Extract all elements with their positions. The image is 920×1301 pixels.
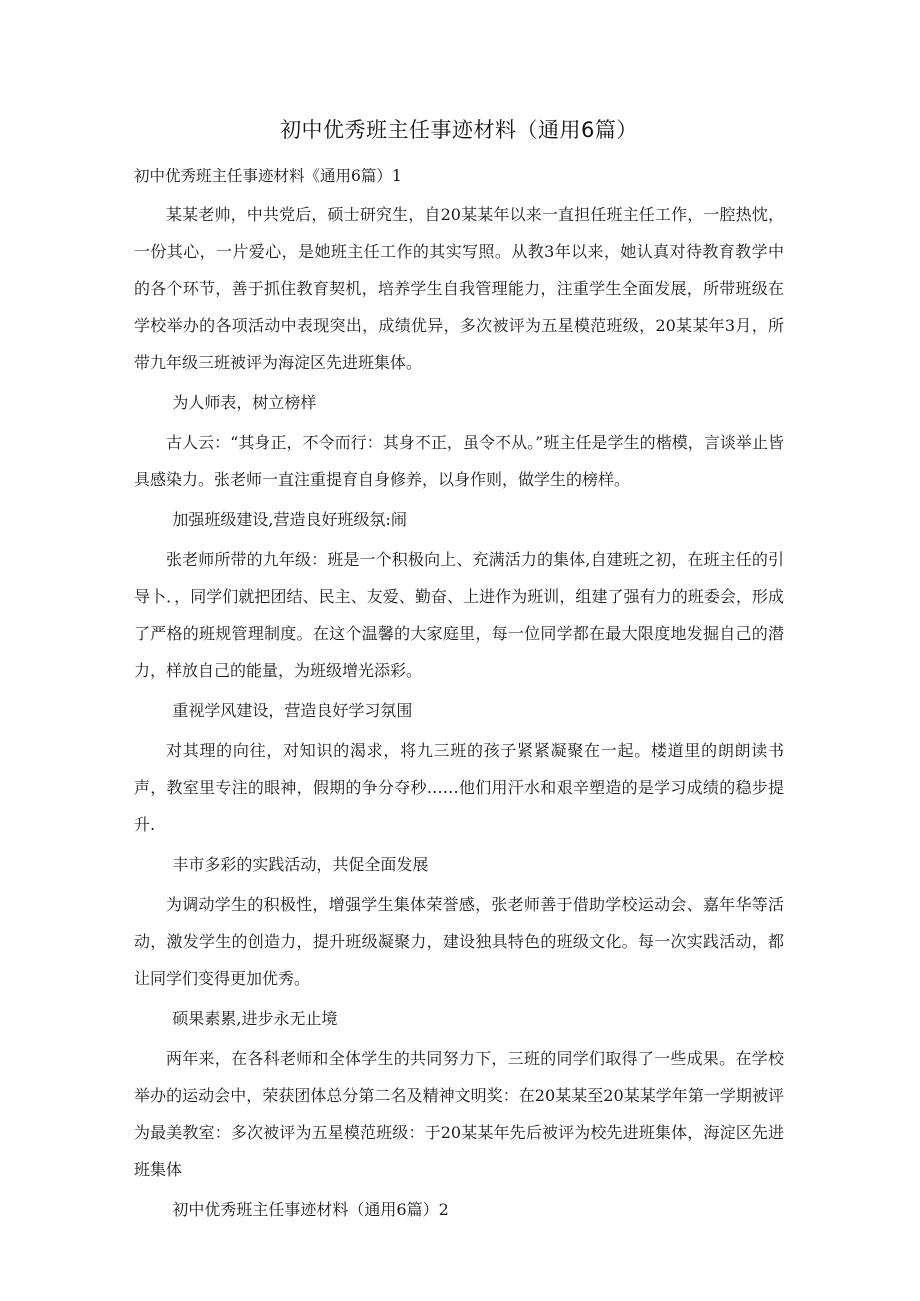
paragraph-role-model: 古人云：“其身正，不令而行：其身不正，虽令不从。”班主任是学生的楷模，言谈举止皆具感染力。张老师一直注重提育自身修养，以身作则，做学生的榜样。 bbox=[134, 433, 784, 489]
heading-class-building: 加强班级建设,营造良好班级氛:闹 bbox=[172, 510, 407, 529]
paragraph-achievements: 两年来，在各科老师和全体学生的共同努力下，三班的同学们取得了一些成果。在学校举办的运动会中，荣获团体总分第二名及精神文明奖：在20某某至20某某学年第一学期被评为最美教室：多次被评为五星模范班级：于20某某年先后被评为校先进班集体，海淀区先进班集体 bbox=[134, 1049, 784, 1179]
paragraph-intro: 某某老帅，中共党后，硕士研究生，自20某某年以来一直担任班主任工作，一腔热忱，一份其心，一片爱心，是她班主任工作的其实写照。从教3年以来，她认真对待教育教学中的各个环节，善于抓住教育契机，培养学生自我管理能力，注重学生全面发展，所带班级在学校举办的各项活动中表现突出，成绩优异，多次被评为五星模范班级，20某某年3月，所带九年级三班被评为海淀区先进班集体。 bbox=[134, 205, 784, 372]
heading-achievements: 硕果素累,进步永无止境 bbox=[172, 1009, 338, 1028]
section-title-2: 初中优秀班主任事迹材料（通用6篇）2 bbox=[172, 1200, 449, 1219]
paragraph-study-atmosphere: 对其理的向往，对知识的渴求，将九三班的孩子紧紧凝聚在一起。楼道里的朗朗读书声，教室里专注的眼神，假期的争分夺秒……他们用汗水和艰辛塑造的是学习成绩的稳步提升. bbox=[134, 741, 784, 834]
heading-practice-activities: 丰市多彩的实践活动，共促全面发展 bbox=[172, 855, 429, 874]
heading-role-model: 为人师表，树立榜样 bbox=[172, 393, 317, 412]
document-title: 初中优秀班主任事迹材料（通用6篇） bbox=[280, 118, 638, 142]
document-subtitle: 初中优秀班主任事迹材料《通用6篇）1 bbox=[134, 167, 402, 185]
heading-study-atmosphere: 重视学风建设，营造良好学习氛围 bbox=[172, 701, 413, 720]
document-page bbox=[134, 112, 784, 1228]
paragraph-practice-activities: 为调动学生的积极性，增强学生集体荣誉感，张老师善于借助学校运动会、嘉年华等活动，激发学生的创造力，提升班级凝聚力，建设独具特色的班级文化。每一次实践活动，都让同学们变得更加优秀。 bbox=[134, 895, 784, 988]
paragraph-class-building: 张老师所带的九年级：班是一个积极向上、充满活力的集体,自建班之初，在班主任的引导卜．，同学们就把团结、民主、友爱、勤奋、上进作为班训，组建了强有力的班委会，形成了严格的班规管理制度。在这个温馨的大家庭里，每一位同学都在最大限度地发掘自己的潜力，样放自己的能量，为班级增光添彩。 bbox=[134, 550, 784, 680]
